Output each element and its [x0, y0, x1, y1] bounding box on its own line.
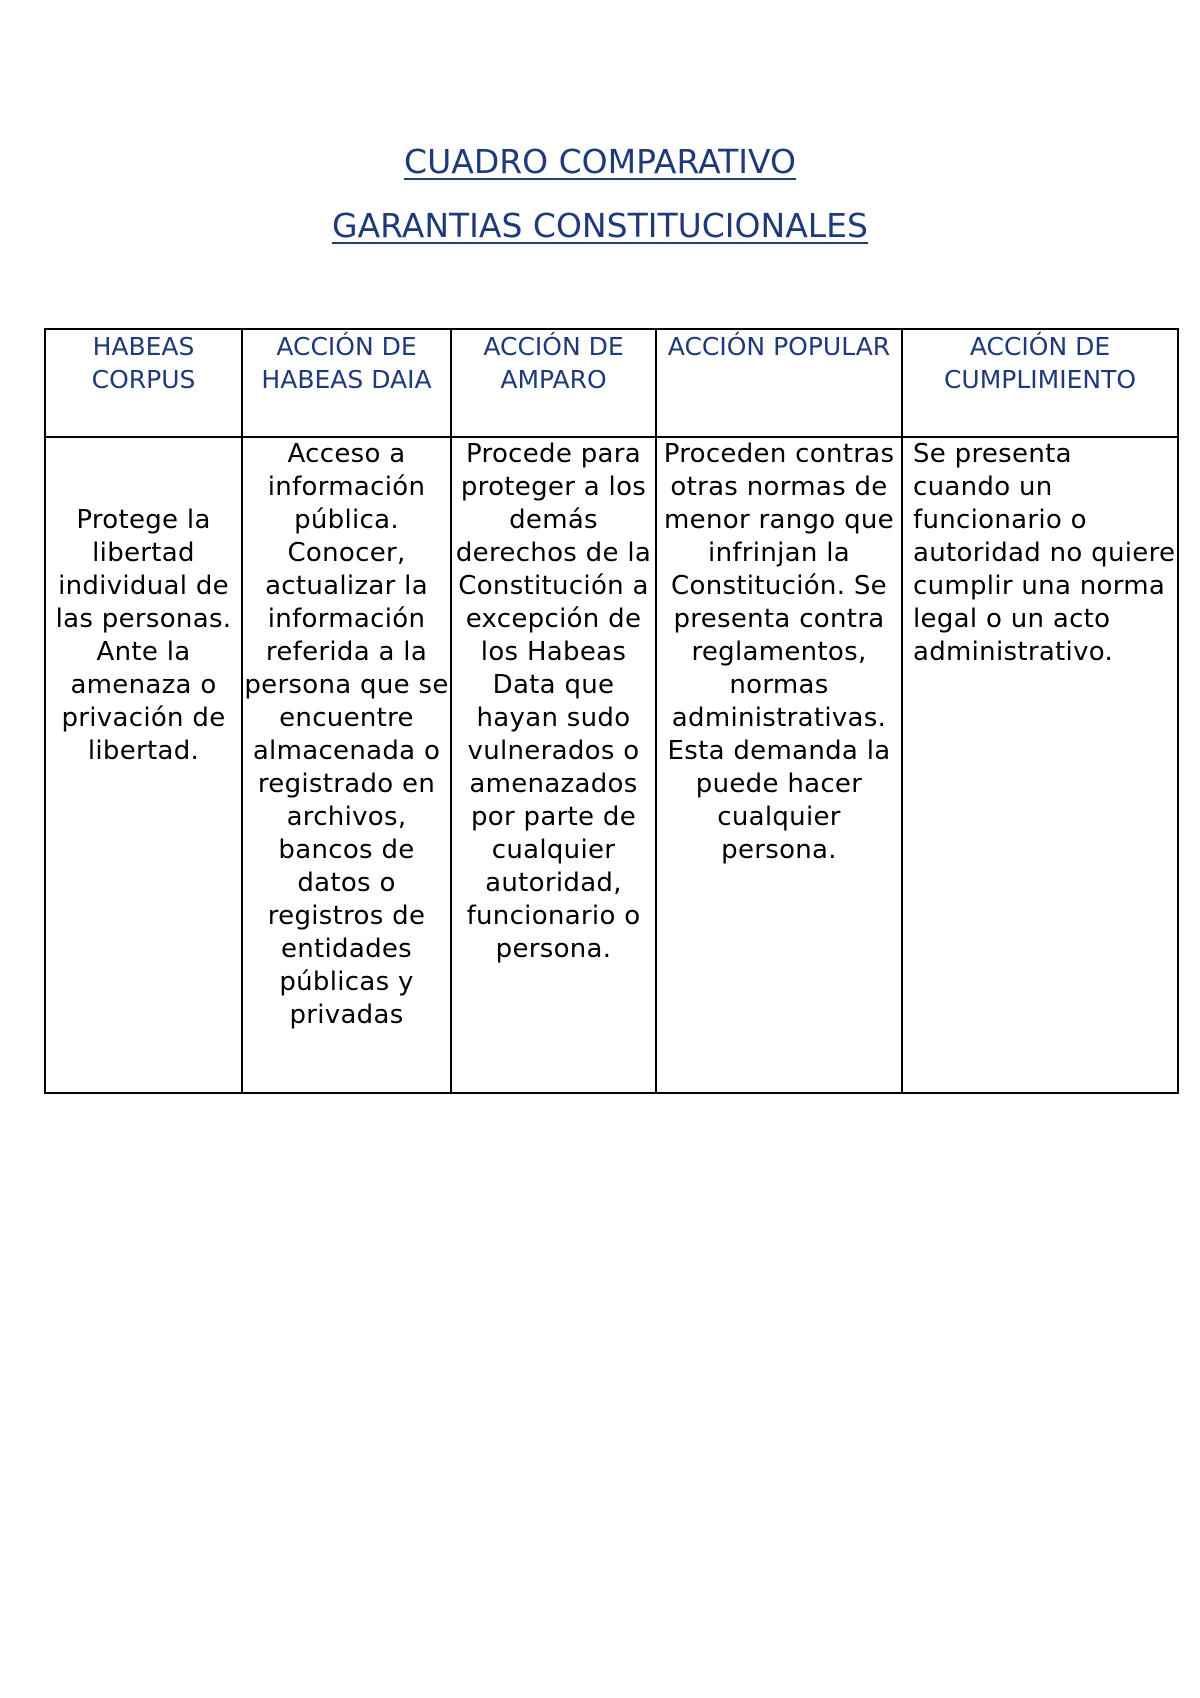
- header-habeas-data: [242, 329, 451, 437]
- cell-cumplimiento: [902, 437, 1178, 1093]
- cell-text: Acceso a información pública. Conocer, actualizar la información referida a la persona que se encuentre almacenada o registrado en archivos, bancos de datos o registros de entidades públicas y privadas: [244, 439, 449, 1030]
- header-label: HABEAS CORPUS: [91, 332, 196, 394]
- document-title: CUADRO COMPARATIVO: [404, 142, 796, 181]
- cell-text: Procede para proteger a los demás derechos de la Constitución a excepción de los Habeas Data que hayan sudo vulnerados o amenazados por parte de cualquier autoridad, funcionario o persona.: [455, 439, 652, 964]
- header-label: ACCIÓN POPULAR: [667, 332, 891, 361]
- header-amparo: [451, 329, 656, 437]
- table-row: [45, 437, 1178, 1093]
- cell-text: Protege la libertad individual de las personas. Ante la amenaza o privación de libertad.: [55, 505, 232, 766]
- cell-text: Se presenta cuando un funcionario o autoridad no quiere cumplir una norma legal o un acto administrativo.: [913, 439, 1176, 667]
- header-label: ACCIÓN DE AMPARO: [483, 332, 624, 394]
- cell-habeas-corpus: [45, 437, 242, 1093]
- cell-text: Proceden contras otras normas de menor rango que infrinjan la Constitución. Se presenta contra reglamentos, normas administrativas. Esta demanda la puede hacer cualquier persona.: [663, 439, 895, 865]
- table-header-row: [45, 329, 1178, 437]
- comparison-table: [44, 328, 1179, 1094]
- cell-habeas-data: [242, 437, 451, 1093]
- header-cumplimiento: [902, 329, 1178, 437]
- cell-popular: [656, 437, 902, 1093]
- header-label: ACCIÓN DE CUMPLIMIENTO: [943, 332, 1137, 394]
- cell-amparo: [451, 437, 656, 1093]
- header-popular: [656, 329, 902, 437]
- header-label: ACCIÓN DE HABEAS DAIA: [261, 332, 432, 394]
- header-habeas-corpus: [45, 329, 242, 437]
- document-subtitle: GARANTIAS CONSTITUCIONALES: [332, 206, 868, 245]
